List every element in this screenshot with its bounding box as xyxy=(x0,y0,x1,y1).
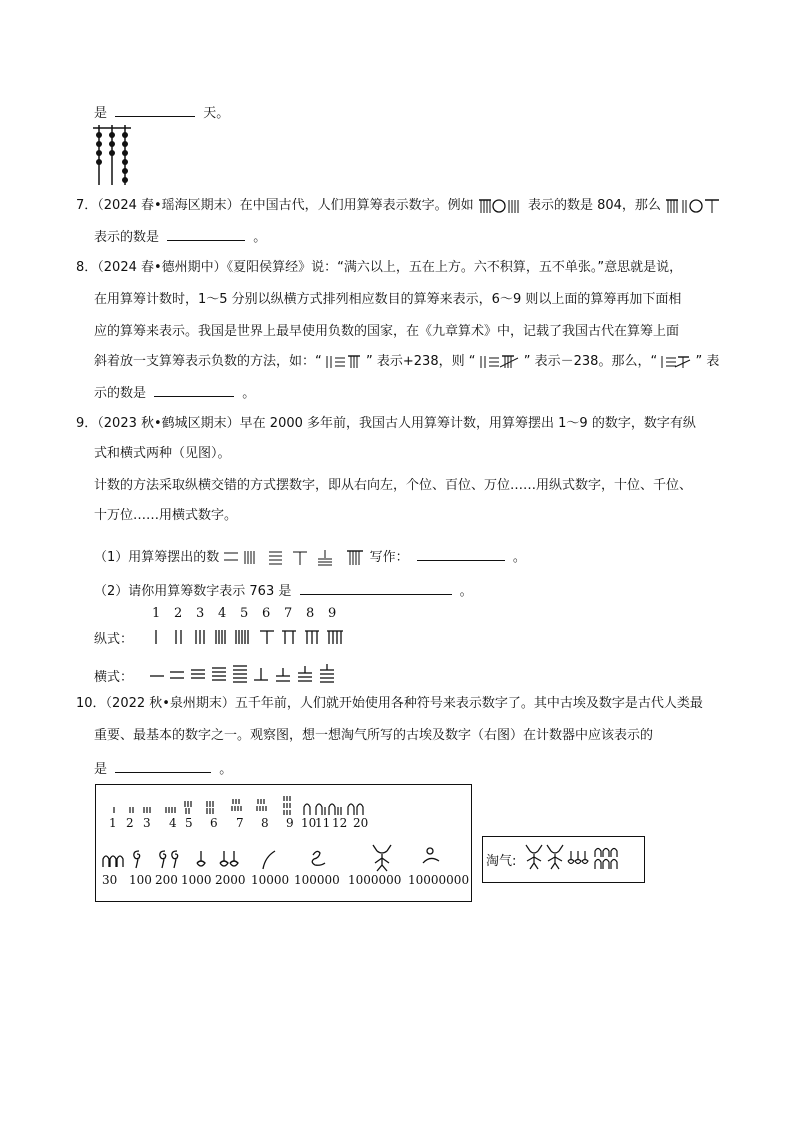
egyptian-numerals-table: 1 2 3 4 5 6 7 8 9 10 11 12 20 30 100 200 1000 2000 10000 100000 1000000 10000000 xyxy=(95,784,472,902)
rod-numeral-238-image xyxy=(326,354,362,370)
taoqi-egyptian-number-box xyxy=(482,836,645,883)
question-9: 9．（2023 秋•鹤城区期末）早在 2000 多年前，我国古人用算筹计数，用算筹摆出 1～9 的数字，数字有纵 xyxy=(76,416,696,431)
question-9-line3: 计数的方法采取纵横交错的方式摆数字，即从右向左，个位、百位、万位……用纵式数字，十位、千位、 xyxy=(94,478,693,493)
question-8-line2: 在用算筹计数时，1～5 分别以纵横方式排列相应数目的算筹来表示，6～9 则以上面的算筹再加下面相 xyxy=(94,292,682,307)
question-9-line4: 十万位……用横式数字。 xyxy=(94,508,238,523)
answer-blank[interactable] xyxy=(115,102,195,117)
taoqi-label: 淘气: xyxy=(486,854,517,869)
question-8-line3: 应的算筹来表示。我国是世界上最早使用负数的国家，在《九章算术》中，记载了我国古代在算筹上面 xyxy=(94,324,680,339)
question-8: 8．（2024 春•德州期中）《夏阳侯算经》说：“满六以上，五在上方。六不积算，五不单张。”意思就是说， xyxy=(76,260,683,275)
rod-numeral-question-neg-image xyxy=(661,354,691,370)
answer-blank[interactable] xyxy=(300,580,452,595)
answer-blank[interactable] xyxy=(417,546,505,561)
question-9-line2: 式和横式两种（见图）。 xyxy=(94,446,231,461)
taoqi-egyptian-symbols xyxy=(523,841,643,877)
rod-numeral-question-image xyxy=(665,198,723,214)
vertical-label: 纵式： xyxy=(94,632,134,647)
answer-blank[interactable] xyxy=(154,382,234,397)
digit-header-row: 1 2 3 4 5 6 7 8 9 xyxy=(152,606,337,621)
abacus-figure xyxy=(93,125,135,187)
question-10-line2: 重要、最基本的数字之一。观察图，想一想淘气所写的古埃及数字（右图）在计数器中应该表示的 xyxy=(94,728,654,743)
horizontal-rod-numerals-image xyxy=(148,662,348,684)
horizontal-label: 横式： xyxy=(94,670,134,685)
question-10: 10．（2022 秋•泉州期末）五千年前，人们就开始使用各种符号来表示数字了。其中古埃及数字是古代人类最 xyxy=(76,696,703,711)
answer-blank[interactable] xyxy=(167,226,245,241)
question-9-part1: （1）用算筹摆出的数 写作： 。 xyxy=(94,546,526,568)
question-7: 7．（2024 春•瑶海区期末）在中国古代，人们用算筹表示数字。例如 表示的数是 804，那么 xyxy=(76,196,723,216)
answer-blank[interactable] xyxy=(115,758,211,773)
top-answer-line: 是 天。 xyxy=(94,102,229,124)
question-8-line4: 斜着放一支算筹表示负数的方法，如：“ ” 表示+238，则 “ ” 表示－238。那么，“ ” 表 xyxy=(94,354,720,369)
question-10-line3: 是 。 xyxy=(94,758,232,780)
question-8-line5: 示的数是 。 xyxy=(94,382,255,404)
question-7-line2: 表示的数是 。 xyxy=(94,226,266,248)
question-9-part2: （2）请你用算筹数字表示 763 是 。 xyxy=(94,580,473,602)
vertical-rod-numerals-image xyxy=(152,628,352,646)
rod-numeral-neg238-image xyxy=(480,354,520,370)
rod-numeral-part1-image xyxy=(223,548,365,568)
egyptian-symbols-row2 xyxy=(101,841,466,875)
rod-numeral-804-image xyxy=(478,198,524,214)
